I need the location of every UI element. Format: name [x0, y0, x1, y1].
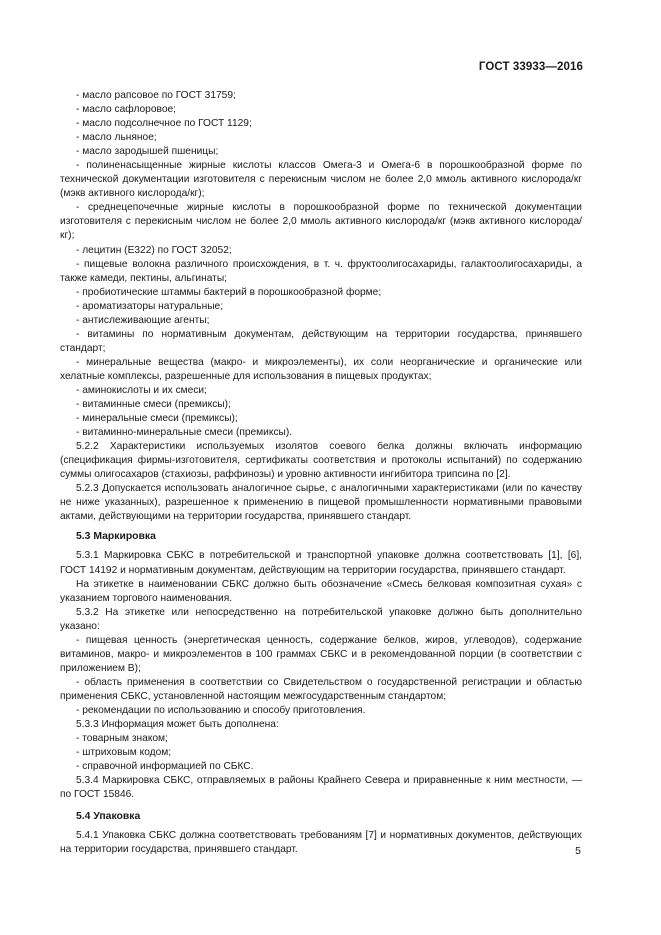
list-item: - область применения в соответствии со Свидетельством о государственной регистрации и областью применения СБКС, установленной настоящим межгосударственным стандартом;	[60, 676, 582, 702]
section-heading-marking: 5.3 Маркировка	[76, 531, 156, 543]
paragraph-5-3-2: 5.3.2 На этикетке или непосредственно на потребительской упаковке должно быть дополнительно указано:	[60, 606, 582, 632]
section-heading-packaging: 5.4 Упаковка	[76, 811, 141, 823]
list-item: - рекомендации по использованию и способу приготовления.	[76, 704, 366, 716]
paragraph-5-2-2: 5.2.2 Характеристики используемых изолятов соевого белка должны включать информацию (спецификация фирмы-изготовителя, сертификаты соответствия и протоколы испытаний) по содержанию суммы олигосахаров (стахиозы, раффинозы) и уровню активности ингибитора трипсина по [2].	[60, 441, 582, 481]
list-item: - витаминно-минеральные смеси (премиксы).	[76, 427, 293, 439]
list-item: - масло сафлоровое;	[76, 104, 176, 116]
paragraph-5-4-1: 5.4.1 Упаковка СБКС должна соответствовать требованиям [7] и нормативных документов, действующих на территории государства, принявшего стандарт.	[60, 830, 582, 856]
paragraph-5-2-3: 5.2.3 Допускается использовать аналогичное сырье, с аналогичными характеристиками (или по качеству не ниже указанных), разрешенное к применению в пищевой промышленности нормативными правовыми актами, действующими на территории государства, принявшего стандарт.	[60, 483, 582, 523]
list-item: - лецитин (Е322) по ГОСТ 32052;	[76, 244, 232, 256]
list-item: - справочной информацией по СБКС.	[76, 761, 254, 773]
list-item: - масло льняное;	[76, 132, 157, 144]
list-item: - минеральные смеси (премиксы);	[76, 413, 238, 425]
list-item: - витамины по нормативным документам, действующим на территории государства, принявшего стандарт;	[60, 328, 582, 354]
list-item: - антислеживающие агенты;	[76, 314, 210, 326]
list-item: - аминокислоты и их смеси;	[76, 384, 207, 396]
list-item: - пищевые волокна различного происхождения, в т. ч. фруктоолигосахариды, галактоолигосахариды, а также камеди, пектины, альгинаты;	[60, 258, 582, 284]
standard-header: ГОСТ 33933—2016	[478, 61, 583, 73]
list-item: - пробиотические штаммы бактерий в порошкообразной форме;	[76, 286, 382, 298]
page-number: 5	[575, 845, 581, 857]
list-item: - пищевая ценность (энергетическая ценность, содержание белков, жиров, углеводов), содержание витаминов, макро- и микроэлементов в 100 граммах СБКС и в рекомендованной порции (в соответствии с приложением В);	[60, 634, 582, 674]
main-text	[60, 89, 582, 857]
list-item: - масло зародышей пшеницы;	[76, 146, 219, 158]
list-item: - штриховым кодом;	[76, 747, 172, 759]
list-item: - полиненасыщенные жирные кислоты классов Омега-3 и Омега-6 в порошкообразной форме по технической документации изготовителя с перекисным числом не более 2,0 ммоль активного кислорода/кг (мэкв активного кислорода/кг);	[60, 160, 582, 200]
paragraph-5-3-4: 5.3.4 Маркировка СБКС, отправляемых в районы Крайнего Севера и приравненные к ним местности, — по ГОСТ 15846.	[60, 775, 582, 801]
list-item: - товарным знаком;	[76, 733, 168, 745]
list-item: - витаминные смеси (премиксы);	[76, 399, 231, 411]
list-item: - минеральные вещества (макро- и микроэлементы), их соли неорганические и органические или хелатные комплексы, разрешенные для использования в пищевых продуктах;	[60, 356, 582, 382]
list-item: - масло рапсовое по ГОСТ 31759;	[76, 90, 236, 101]
list-item: - ароматизаторы натуральные;	[76, 300, 224, 312]
paragraph-5-3-3: 5.3.3 Информация может быть дополнена:	[76, 719, 279, 731]
paragraph-5-3-1: 5.3.1 Маркировка СБКС в потребительской и транспортной упаковке должна соответствовать [1], [6], ГОСТ 14192 и нормативным документам, действующим на территории государства, принявшего стандарт.	[60, 550, 582, 576]
list-item: - среднецепочечные жирные кислоты в порошкообразной форме по технической документации изготовителя с перекисным числом не более 2,0 ммоль активного кислорода/кг (мэкв активного кислорода/кг);	[60, 202, 582, 242]
paragraph-label-name: На этикетке в наименовании СБКС должно быть обозначение «Смесь белковая композитная сухая» с указанием торгового наименования.	[60, 578, 582, 604]
list-item: - масло подсолнечное по ГОСТ 1129;	[76, 118, 252, 130]
